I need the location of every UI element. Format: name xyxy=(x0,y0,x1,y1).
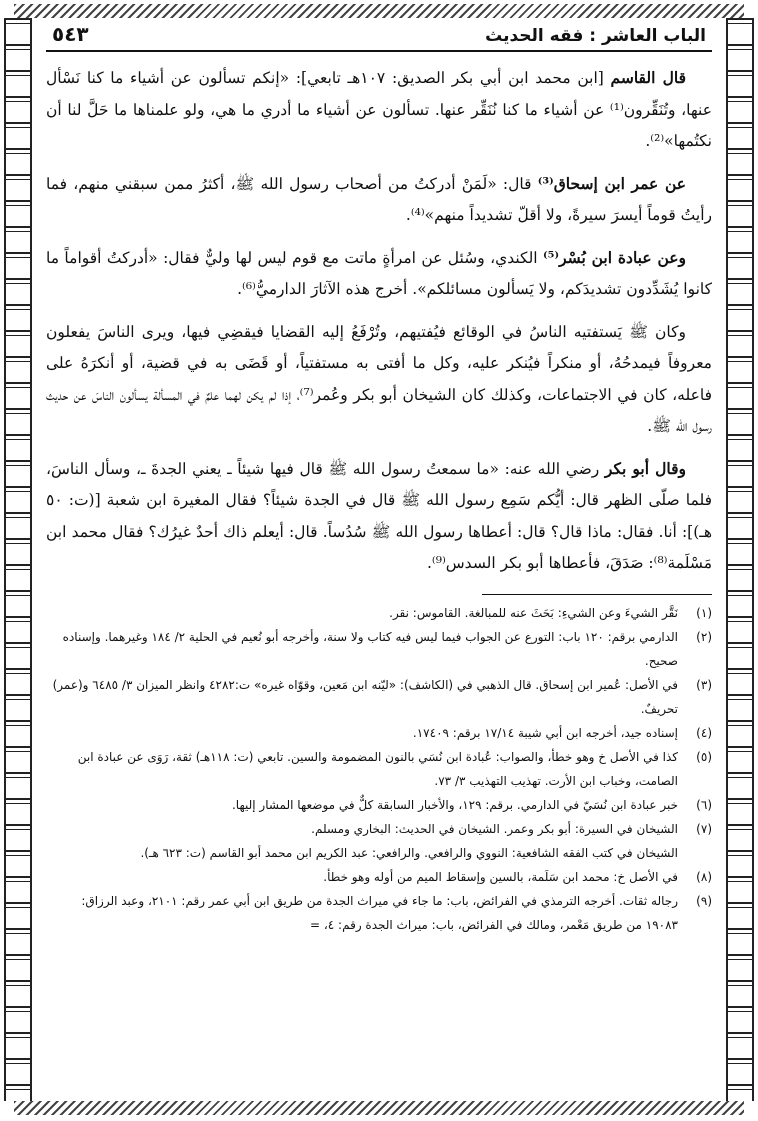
footnote-number: (٦) xyxy=(696,797,712,812)
footnote-text: خبر عبادة ابن نُسَيّ في الدارمي. برقم: ١٢٩، والأخبار السابقة كلٌّ في موضعها المشار إليها. xyxy=(231,797,678,812)
paragraph-text: رضي الله عنه: «ما سمعتُ رسول الله ﷺ قال فيها شيئاً ـ يعني الجدةَ ـ، وسأل الناسَ، فلما صلّى الظهر قال: أيُّكم سَمِع رسول الله ﷺ قال في الجدة شيئاً؟ فقال المغيرة ابن شعبة [(ت: ٥٠ هـ)]: أنا. فقال: ماذا قال؟ قال: أعطاها رسول الله ﷺ سُدُساً. قال: أيعلم ذاك أحدٌ غيرُك؟ فقال محمد ابن مَسْلَمة⁽⁸⁾: صَدَقَ، فأعطاها أبو بكر السدس⁽⁹⁾. xyxy=(46,459,712,572)
paragraph-text: [ابن محمد ابن أبي بكر الصديق: ١٠٧هـ تابعي]: «إنكم تسألون عن أشياء ما كنا نَسْأل عنها، وتُنَقِّرون⁽¹⁾ عن أشياء ما كنا نُنَقِّر عنها. تسألون عن أشياء ما أدري ما هي، ولو علمناها ما حَلَّ لنا أن نكتُمها»⁽²⁾. xyxy=(46,69,712,150)
footnote-number: (١) xyxy=(696,605,712,620)
footnote-number: (٤) xyxy=(696,725,712,740)
page-header xyxy=(46,22,712,52)
paragraph-lead: عن عمر ابن إسحاق⁽³⁾ xyxy=(537,173,686,193)
footnote-text: في الأصل: عُمير ابن إسحاق. قال الذهبي في (الكاشف): «ليّنه ابن مَعين، وقوّاه غيره» ت:٤٢٨٢ وانظر الميزان ٣/ ٦٤٨٥ و(عمر) تحريفٌ. xyxy=(52,677,678,716)
footnote-continuation xyxy=(46,841,712,865)
paragraph xyxy=(46,316,712,443)
paragraph xyxy=(46,453,712,580)
footnote-separator xyxy=(482,594,712,595)
main-text xyxy=(46,62,712,580)
footnote-text: إسناده جيد، أخرجه ابن أبي شيبة ١٧/١٤ برقم: ١٧٤٠٩. xyxy=(412,725,678,740)
paragraph-text: وكان ﷺ يَستفتيه الناسُ في الوقائع فيُفتيهم، وتُرْفَعُ إليه القضايا فيقضِي فيها، ويرى الناسَ يفعلون معروفاً فيمدحُهُ، أو منكراً فيُنكر عليه، وكل ما أفتى به مستفتياً، أو قَضَى به في قضية، أو أنكرَهُ على فاعله، كان في الاجتماعات، وكذلك كان الشيخان أبو بكر وعُمر⁽⁷⁾، إذا لم يكن لهما علمٌ في المسألة يسألون الناسَ عن حديث رسول الله ﷺ. xyxy=(46,322,712,435)
footnote-text: في الأصل خ: محمد ابن سَلَمة، بالسين وإسقاط الميم من أوله وهو خطأ. xyxy=(323,869,678,884)
footnote xyxy=(46,625,712,673)
footnote-number: (٧) xyxy=(696,821,712,836)
footnote xyxy=(46,601,712,625)
paragraph-text: قال: «لَمَنْ أدركتُ من أصحاب رسول الله ﷺ، أكثرُ ممن سبقني منهم، فما رأيتُ قوماً أيسرَ سيرةً، ولا أقلّ تشديداً منهم»⁽⁴⁾. xyxy=(46,174,712,224)
border-right-ornament xyxy=(726,18,754,1101)
footnote-number: (٢) xyxy=(696,629,712,644)
footnote xyxy=(46,745,712,793)
paragraph xyxy=(46,168,712,232)
paragraph-lead: قال القاسم xyxy=(610,68,686,87)
footnote-number: (٩) xyxy=(696,893,712,908)
footnote-number: (٨) xyxy=(696,869,712,884)
paragraph-lead: وقال أبو بكر xyxy=(604,458,686,478)
paragraph xyxy=(46,62,712,158)
border-top-ornament xyxy=(14,4,744,18)
footnote-text: نَقَّر الشيءَ وعن الشيءِ: بَحَثَ عنه للمبالغة. القاموس: نقر. xyxy=(389,605,678,620)
chapter-title: الباب العاشر : فقه الحديث xyxy=(485,26,706,46)
paragraph xyxy=(46,242,712,306)
footnote xyxy=(46,793,712,817)
border-left-ornament xyxy=(4,18,32,1101)
footnotes xyxy=(46,601,712,937)
footnote xyxy=(46,889,712,937)
footnote-text: الشيخان في السيرة: أبو بكر وعمر. الشيخان في الحديث: البخاري ومسلم. xyxy=(311,821,678,836)
footnote-text: الدارمي برقم: ١٢٠ باب: التورع عن الجواب فيما ليس فيه كتاب ولا سنة، وأخرجه أبو نُعيم في الحلية ٢/ ١٨٤ وغيرهما. وإسناده صحيح. xyxy=(62,629,678,668)
footnote xyxy=(46,817,712,841)
border-bottom-ornament xyxy=(14,1101,744,1115)
footnote-number: (٥) xyxy=(696,749,712,764)
paragraph-text: الكندي، وسُئل عن امرأةٍ ماتت مع قوم ليس لها وليٌّ فقال: «أدركتُ أقواماً ما كانوا يُشَدِّدون تشديدَكم، ولا يَسألون مسائلكم». أخرج هذه الآثارَ الدارميُّ⁽⁶⁾. xyxy=(46,248,712,298)
footnote xyxy=(46,721,712,745)
footnote-text: كذا في الأصل خ وهو خطأ، والصواب: عُبادة ابن نُسَي بالنون المضمومة والسين. تابعي (ت: ١١٨هـ) ثقة، رَوَى عن عبادة ابن الصامت، وخباب ابن الأرت. تهذيب التهذيب ٣/ ٧٣. xyxy=(77,749,678,788)
paragraph-lead: وعن عبادة ابن بُسْر⁽⁵⁾ xyxy=(543,247,687,267)
footnote-number: (٣) xyxy=(696,677,712,692)
footnote-text: الشيخان في كتب الفقه الشافعية: النووي والرافعي. والرافعي: عبد الكريم ابن محمد أبو القاسم (ت: ٦٢٣ هـ). xyxy=(140,845,678,860)
footnote xyxy=(46,865,712,889)
footnote-text: رجاله ثقات. أخرجه الترمذي في الفرائض، باب: ما جاء في ميراث الجدة من طريق ابن أبي عمر رقم: ٢١٠١، وعبد الرزاق: ١٩٠٨٣ من طريق مَعْمر، ومالك في الفرائض، باب: ميراث الجدة رقم: ٤، = xyxy=(81,893,678,932)
book-page xyxy=(46,22,712,1091)
footnote xyxy=(46,673,712,721)
page-number: ٥٤٣ xyxy=(52,22,89,46)
